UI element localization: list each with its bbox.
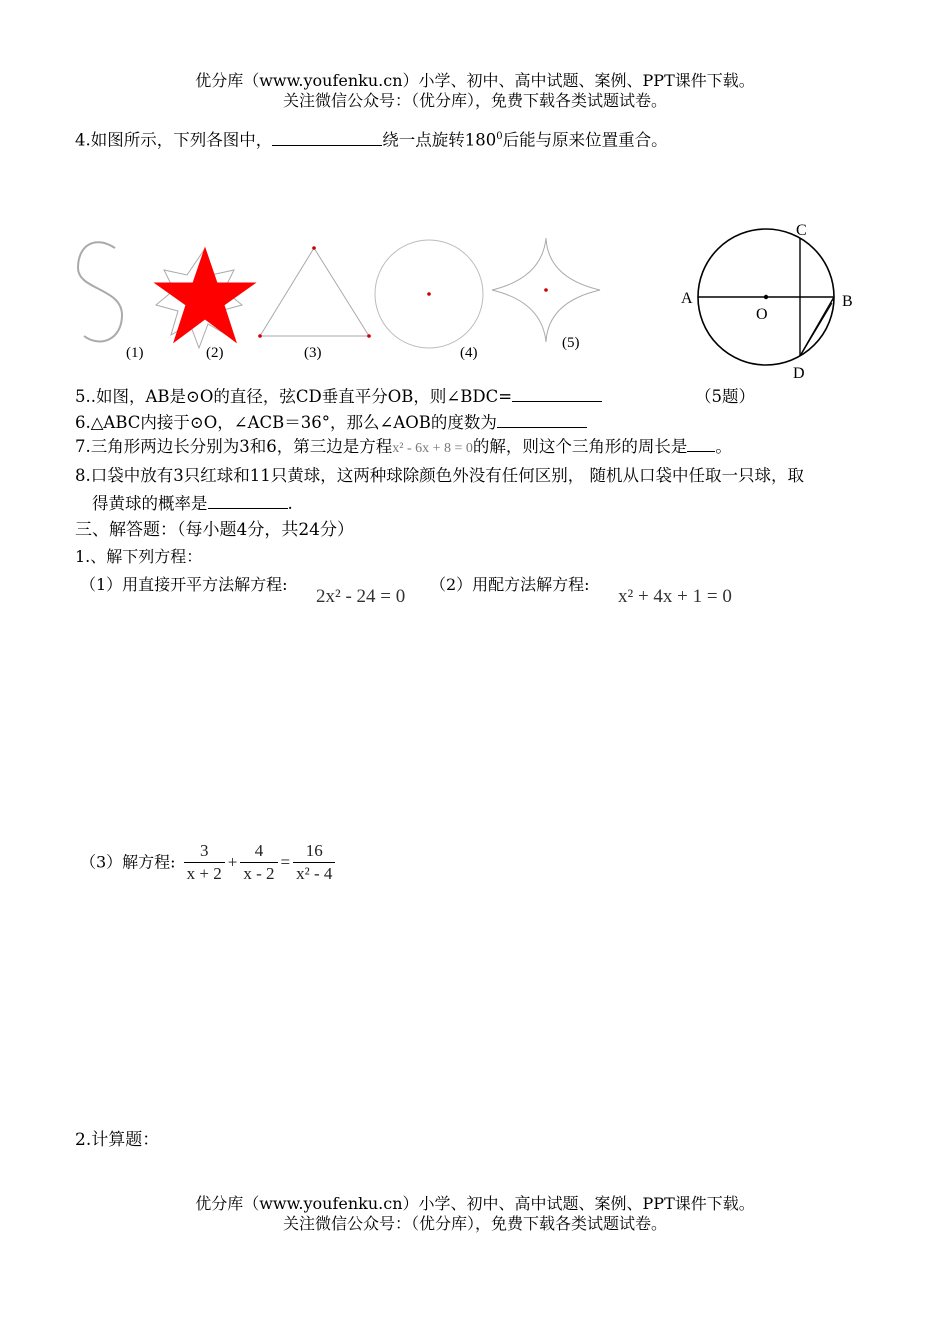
label-b: B	[842, 293, 853, 310]
triangle-vertex-dot	[367, 334, 371, 338]
figure-label-3: (3)	[304, 345, 322, 361]
circle-center-dot	[427, 292, 431, 296]
q7-suffix: 的解，则这个三角形的周长是	[472, 437, 688, 456]
fraction-3-numerator: 16	[293, 840, 335, 863]
q6-text: 6.△ABC内接于⊙O，∠ACB＝36°，那么∠AOB的度数为	[75, 413, 497, 432]
center-o-dot	[764, 295, 768, 299]
s-shape-figure	[78, 242, 122, 341]
q8-line-2-text: 得黄球的概率是	[92, 494, 208, 513]
q4-answer-blank[interactable]	[272, 144, 382, 146]
q4-suffix-b: 后能与原来位置重合。	[502, 130, 668, 150]
question-5	[75, 386, 602, 408]
question-2-calc: 2.计算题：	[75, 1130, 160, 1150]
red-star-figure	[155, 248, 255, 342]
q6-answer-blank[interactable]	[497, 426, 587, 428]
fraction-1-denominator: x + 2	[186, 864, 222, 883]
question-6	[75, 412, 587, 434]
q7-end: 。	[715, 437, 732, 456]
problem-1-label: （1）用直接开平方法解方程:	[80, 575, 288, 594]
triangle-vertex-dot	[258, 334, 262, 338]
problem-3-label: （3）解方程:	[80, 852, 176, 872]
segment-bd-inner	[802, 303, 832, 353]
header-line-1: 优分库（www.youfenku.cn）小学、初中、高中试题、案例、PPT课件下载。	[195, 71, 755, 90]
q4-degree-sup: 0	[496, 131, 503, 142]
figure-label-2: (2)	[206, 345, 224, 361]
plus-sign: +	[227, 852, 238, 872]
fraction-2	[240, 840, 277, 885]
q5-text: 5..如图，AB是⊙O的直径，弦CD垂直平分OB，则∠BDC=	[75, 387, 513, 406]
four-point-star-center-dot	[544, 288, 548, 292]
q8-answer-blank[interactable]	[208, 507, 288, 509]
problem-2-equation: x² + 4x + 1 = 0	[618, 586, 732, 607]
q4-suffix-a: 绕一点旋转180	[382, 130, 497, 150]
label-o: O	[756, 306, 768, 323]
label-a: A	[681, 290, 693, 307]
fraction-3-denominator: x² - 4	[296, 864, 333, 883]
fraction-3	[293, 840, 335, 885]
figure-label-4: (4)	[460, 345, 478, 361]
label-c: C	[796, 222, 807, 239]
q5-answer-blank[interactable]	[512, 400, 602, 402]
question-8-line-1: 8.口袋中放有3只红球和11只黄球，这两种球除颜色外没有任何区别， 随机从口袋中任取一只球，取	[75, 466, 804, 485]
fraction-2-numerator: 4	[240, 840, 277, 863]
fraction-2-denominator: x - 2	[243, 864, 275, 883]
q7-equation: x² - 6x + 8 = 0	[392, 441, 473, 456]
footer-line-1: 优分库（www.youfenku.cn）小学、初中、高中试题、案例、PPT课件下载。	[195, 1194, 755, 1213]
question-7	[75, 436, 732, 460]
footer-line-2: 关注微信公众号：（优分库），免费下载各类试题试卷。	[282, 1214, 667, 1233]
q4-figures	[70, 230, 630, 370]
q5-caption: （5题）	[695, 387, 755, 406]
section-3-title: 三、解答题：（每小题4分，共24分）	[75, 520, 354, 540]
equals-sign: =	[280, 852, 291, 872]
problem-1-equation: 2x² - 24 = 0	[316, 586, 406, 607]
header-line-2: 关注微信公众号：（优分库），免费下载各类试题试卷。	[282, 91, 667, 110]
question-4	[75, 126, 668, 152]
question-8-line-2	[92, 493, 293, 515]
figure-label-5: (5)	[562, 335, 580, 351]
fraction-1-numerator: 3	[184, 840, 225, 863]
triangle-figure	[260, 248, 369, 336]
q4-prefix: 4.如图所示，下列各图中，	[75, 130, 273, 150]
q8-end: .	[287, 494, 293, 513]
fraction-1	[184, 840, 225, 885]
problem-3	[80, 840, 338, 885]
label-d: D	[793, 365, 805, 382]
q5-circle-diagram	[670, 215, 870, 390]
triangle-vertex-dot	[312, 246, 316, 250]
problem-2-label: （2）用配方法解方程:	[430, 575, 590, 594]
q7-prefix: 7.三角形两边长分别为3和6，第三边是方程	[75, 437, 393, 456]
section-3-sub-1: 1.、解下列方程：	[75, 547, 203, 566]
figure-label-1: (1)	[126, 345, 144, 361]
q7-answer-blank[interactable]	[687, 450, 715, 452]
